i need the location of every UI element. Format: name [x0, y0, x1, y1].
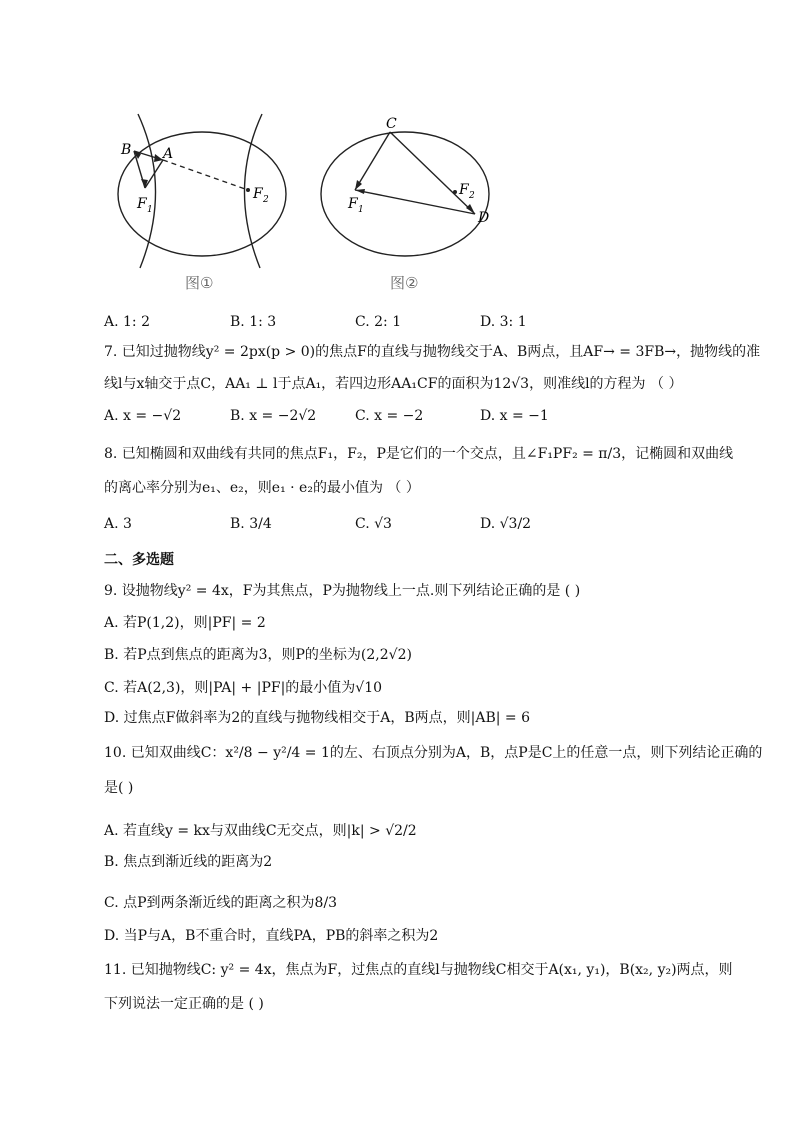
label-F1: F: [348, 196, 358, 212]
q10-option-d: D. 当P与A，B不重合时，直线PA，PB的斜率之积为2: [104, 928, 439, 944]
q11-stem-line2: 下列说法一定正确的是 ( ): [104, 996, 264, 1012]
q9-stem: 9. 设抛物线y² = 4x，F为其焦点，P为抛物线上一点.则下列结论正确的是 ( ): [104, 583, 581, 599]
label-D: D: [478, 210, 490, 226]
q7-option-b: B. x = −2√2: [230, 408, 317, 424]
q8-option-c: C. √3: [355, 516, 392, 532]
label-F2: F: [459, 182, 469, 198]
figure-1-caption: 图①: [185, 274, 214, 292]
q8-option-d: D. √3/2: [480, 516, 532, 532]
figure-2-caption: 图②: [390, 274, 419, 292]
q10-option-a: A. 若直线y = kx与双曲线C无交点，则|k| > √2/2: [104, 823, 417, 839]
q7-option-c: C. x = −2: [355, 408, 424, 424]
q9-option-d: D. 过焦点F做斜率为2的直线与抛物线相交于A，B两点，则|AB| = 6: [104, 710, 531, 726]
q10-stem-line2: 是( ): [104, 780, 134, 796]
q6-option-d: D. 3: 1: [480, 314, 527, 330]
q8-option-a: A. 3: [104, 516, 132, 532]
label-B: B: [121, 142, 132, 158]
q8-stem-line2: 的离心率分别为e₁、e₂，则e₁ · e₂的最小值为 （ ）: [104, 480, 420, 496]
label-F2: F: [253, 186, 263, 202]
label-F2-sub: 2: [263, 195, 269, 205]
q9-option-b: B. 若P点到焦点的距离为3，则P的坐标为(2,2√2): [104, 647, 412, 663]
q6-option-a: A. 1: 2: [104, 314, 150, 330]
q10-option-c: C. 点P到两条渐近线的距离之积为8/3: [104, 895, 338, 911]
label-F2-sub: 2: [469, 191, 475, 201]
q7-stem-line2: 线l与x轴交于点C，AA₁ ⊥ l于点A₁，若四边形AA₁CF的面积为12√3，则准线l的方程为 （ ）: [104, 376, 683, 392]
figure-2: [315, 108, 515, 293]
label-F1: F: [137, 196, 147, 212]
q6-option-c: C. 2: 1: [355, 314, 402, 330]
q7-stem-line1: 7. 已知过抛物线y² = 2px(p > 0)的焦点F的直线与抛物线交于A、B两点，且AF→ = 3FB→，抛物线的准: [104, 344, 761, 360]
section-heading: 二、多选题: [104, 552, 174, 568]
label-F1-sub: 1: [147, 205, 153, 215]
q8-stem-line1: 8. 已知椭圆和双曲线有共同的焦点F₁，F₂，P是它们的一个交点，且∠F₁PF₂ = π/3，记椭圆和双曲线: [104, 446, 734, 462]
q7-option-d: D. x = −1: [480, 408, 549, 424]
label-C: C: [386, 116, 397, 132]
q8-option-b: B. 3/4: [230, 516, 272, 532]
q11-stem-line1: 11. 已知抛物线C: y² = 4x，焦点为F，过焦点的直线l与抛物线C相交于A(x₁, y₁)，B(x₂, y₂)两点，则: [104, 962, 733, 978]
label-A: A: [163, 146, 174, 162]
q10-option-b: B. 焦点到渐近线的距离为2: [104, 854, 273, 870]
q7-option-a: A. x = −√2: [104, 408, 182, 424]
q9-option-c: C. 若A(2,3)，则|PA| + |PF|的最小值为√10: [104, 680, 383, 696]
q9-option-a: A. 若P(1,2)，则|PF| = 2: [104, 615, 266, 631]
q10-stem-line1: 10. 已知双曲线C：x²/8 − y²/4 = 1的左、右顶点分别为A，B，点P是C上的任意一点，则下列结论正确的: [104, 745, 763, 761]
figure-1: [110, 108, 310, 293]
label-F1-sub: 1: [358, 205, 364, 215]
q6-option-b: B. 1: 3: [230, 314, 277, 330]
